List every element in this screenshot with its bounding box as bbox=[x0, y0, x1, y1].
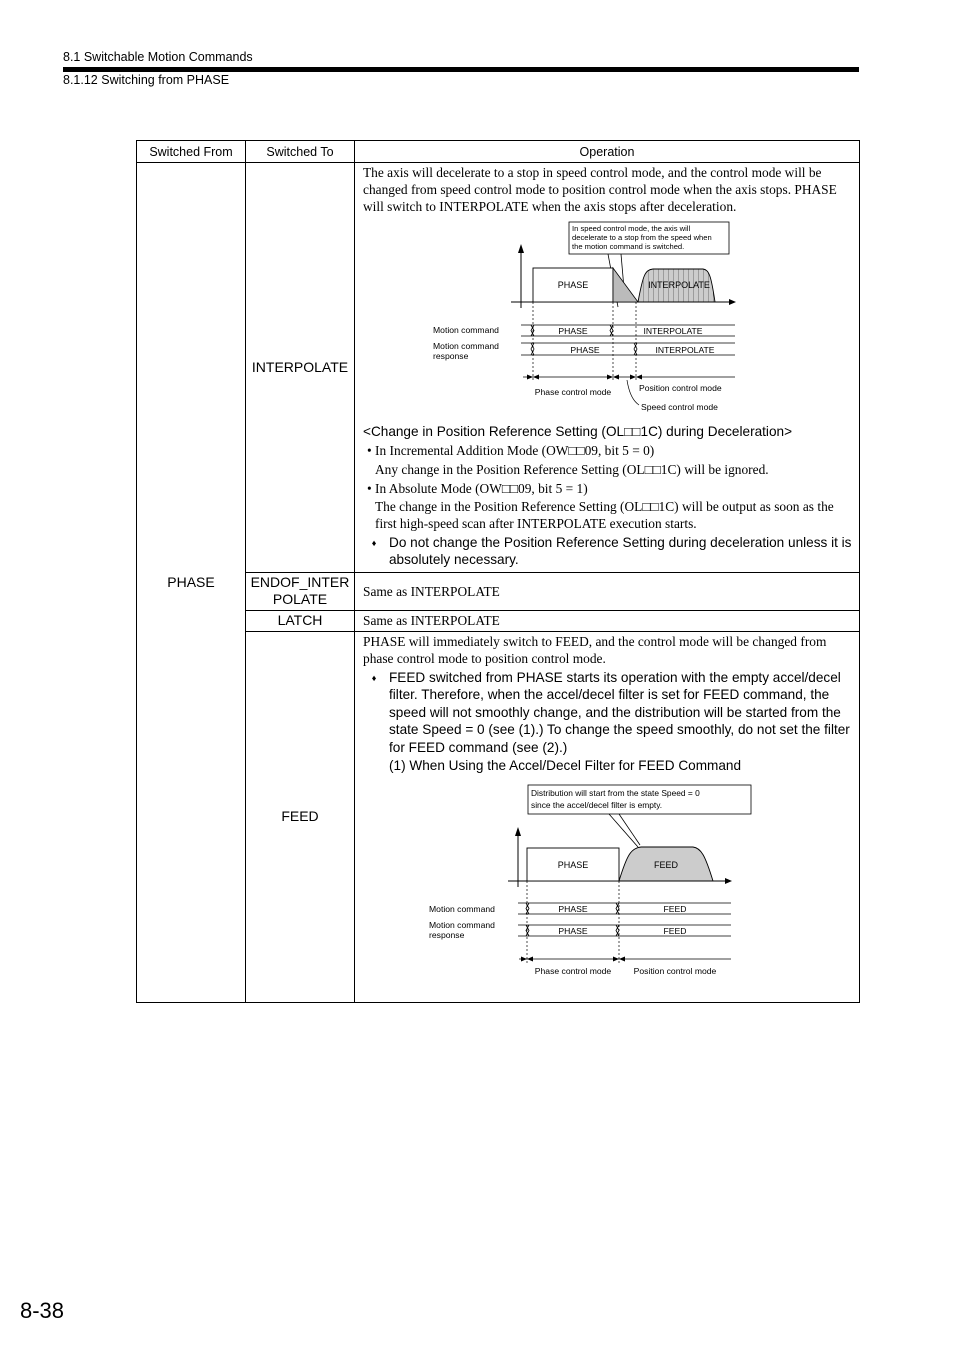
mode-arrowhead bbox=[613, 375, 619, 380]
mode-arrowhead bbox=[613, 956, 619, 961]
mode-arrowhead bbox=[521, 956, 527, 961]
operation-latch: Same as INTERPOLATE bbox=[355, 610, 860, 631]
feed-note bbox=[363, 669, 853, 757]
endof-line-2: POLATE bbox=[272, 591, 328, 607]
mode-arrowhead bbox=[533, 375, 539, 380]
cmd-transition bbox=[616, 903, 619, 914]
table-row-latch bbox=[137, 610, 860, 631]
time-axis-arrow bbox=[725, 878, 732, 884]
position-control-mode-label: Position control mode bbox=[633, 965, 717, 976]
speed-control-mode-label: Speed control mode bbox=[641, 402, 718, 412]
resp-transition bbox=[616, 925, 619, 936]
col-header-switched-from: Switched From bbox=[137, 141, 246, 163]
interpolate-description: The axis will decelerate to a stop in speed control mode, and the control mode will be changed from speed control mode to position control mode when the axis stops. PHASE will switch to INTERPOLATE when the axis stops after deceleration. bbox=[363, 165, 837, 214]
incremental-mode-text: Any change in the Position Reference Setting (OL□□1C) will be ignored. bbox=[375, 461, 769, 477]
feed-shape-label: FEED bbox=[653, 859, 679, 870]
table-row-feed bbox=[137, 631, 860, 1002]
resp-interpolate: INTERPOLATE bbox=[655, 345, 715, 355]
mode-arrowhead bbox=[527, 956, 533, 961]
callout-leader bbox=[609, 814, 638, 847]
switched-to-latch: LATCH bbox=[246, 610, 355, 631]
interpolate-shape-label: INTERPOLATE bbox=[648, 280, 710, 290]
deceleration-shade bbox=[613, 268, 638, 302]
feed-timing-diagram bbox=[363, 775, 853, 991]
absolute-mode-title: • In Absolute Mode (OW□□09, bit 5 = 1) bbox=[367, 480, 588, 496]
motion-command-label: Motion command bbox=[429, 903, 495, 914]
cmd-transition bbox=[531, 325, 534, 336]
motion-command-label: Motion command bbox=[433, 325, 499, 335]
motion-command-response-label-1: Motion command bbox=[429, 919, 495, 930]
interpolate-callout-line-2: decelerate to a stop from the speed when bbox=[572, 233, 712, 242]
phase-box-label: PHASE bbox=[557, 859, 589, 870]
page-number: 8-38 bbox=[20, 1298, 65, 1323]
feed-note-text: FEED switched from PHASE starts its operation with the empty accel/decel filter. Therefore, when the accel/decel filter is set for FEED command, the speed will not smoothly change, and the distribution will be started from the state Speed = 0 (see (1).) To change the speed smoothly, do not set the filter for FEED command (see (2).) bbox=[389, 669, 850, 755]
switched-to-interpolate: INTERPOLATE bbox=[246, 163, 355, 573]
subsection-header: 8.1.12 Switching from PHASE bbox=[63, 73, 230, 87]
feed-description: PHASE will immediately switch to FEED, and the control mode will be changed from phase control mode to position control mode. bbox=[363, 633, 827, 666]
phase-control-mode-label: Phase control mode bbox=[534, 387, 612, 397]
mode-arrowhead bbox=[527, 375, 533, 380]
cmd-transition bbox=[526, 903, 529, 914]
switching-table bbox=[136, 140, 860, 1003]
col-header-operation: Operation bbox=[355, 141, 860, 163]
switched-to-endof-interpolate bbox=[246, 572, 355, 610]
resp-transition bbox=[634, 343, 637, 355]
cmd-phase: PHASE bbox=[558, 326, 588, 336]
motion-command-response-label-2: response bbox=[429, 929, 465, 940]
mode-arrowhead bbox=[636, 375, 642, 380]
cmd-phase: PHASE bbox=[558, 903, 588, 914]
table-row-endof-interpolate bbox=[137, 572, 860, 610]
bullet-diamond-icon: ♦ bbox=[371, 537, 377, 548]
switched-to-feed: FEED bbox=[246, 631, 355, 1002]
feed-callout-line-2: since the accel/decel filter is empty. bbox=[531, 799, 663, 810]
table-row-interpolate bbox=[137, 163, 860, 573]
motion-command-response-label-2: response bbox=[433, 351, 469, 361]
mode-arrowhead bbox=[607, 375, 613, 380]
resp-feed: FEED bbox=[663, 925, 687, 936]
position-control-mode-label: Position control mode bbox=[639, 383, 722, 393]
cmd-feed: FEED bbox=[663, 903, 687, 914]
operation-endof-interpolate: Same as INTERPOLATE bbox=[355, 572, 860, 610]
bullet-diamond-icon: ♦ bbox=[371, 672, 377, 683]
motion-command-response-label-1: Motion command bbox=[433, 341, 499, 351]
interpolate-timing-diagram bbox=[363, 215, 853, 423]
interpolate-note bbox=[363, 534, 853, 569]
operation-interpolate bbox=[355, 163, 860, 573]
mode-arrowhead bbox=[619, 956, 625, 961]
incremental-mode-title: • In Incremental Addition Mode (OW□□09, bit 5 = 0) bbox=[367, 442, 655, 458]
resp-phase: PHASE bbox=[570, 345, 600, 355]
phase-control-mode-label: Phase control mode bbox=[534, 965, 612, 976]
interpolate-callout-line-3: the motion command is switched. bbox=[572, 242, 685, 251]
change-heading: <Change in Position Reference Setting (OL□□1C) during Deceleration> bbox=[363, 424, 793, 439]
mode-arrowhead bbox=[630, 375, 636, 380]
header-rule bbox=[63, 67, 859, 72]
speed-axis-arrow bbox=[515, 827, 521, 836]
feed-callout-line-1: Distribution will start from the state Speed = 0 bbox=[531, 787, 700, 798]
resp-transition bbox=[526, 925, 529, 936]
cmd-transition bbox=[610, 325, 613, 336]
section-header: 8.1 Switchable Motion Commands bbox=[63, 50, 253, 64]
resp-phase: PHASE bbox=[558, 925, 588, 936]
cmd-interpolate: INTERPOLATE bbox=[643, 326, 703, 336]
phase-box-label: PHASE bbox=[557, 280, 589, 290]
time-axis-arrow bbox=[729, 299, 736, 305]
speed-mode-pointer bbox=[627, 380, 639, 405]
resp-transition bbox=[531, 343, 534, 355]
speed-axis-arrow bbox=[518, 244, 524, 253]
col-header-switched-to: Switched To bbox=[246, 141, 355, 163]
interpolate-callout-line-1: In speed control mode, the axis will bbox=[572, 224, 691, 233]
interpolate-note-text: Do not change the Position Reference Setting during deceleration unless it is absolutely necessary. bbox=[389, 534, 852, 567]
endof-line-1: ENDOF_INTER bbox=[250, 574, 350, 590]
operation-feed bbox=[355, 631, 860, 1002]
feed-subheading: (1) When Using the Accel/Decel Filter for FEED Command bbox=[389, 758, 742, 773]
switched-from-cell: PHASE bbox=[137, 163, 246, 1003]
absolute-mode-text: The change in the Position Reference Setting (OL□□1C) will be output as soon as the first high-speed scan after INTERPOLATE execution starts. bbox=[375, 498, 834, 531]
table-header-row bbox=[137, 141, 860, 163]
